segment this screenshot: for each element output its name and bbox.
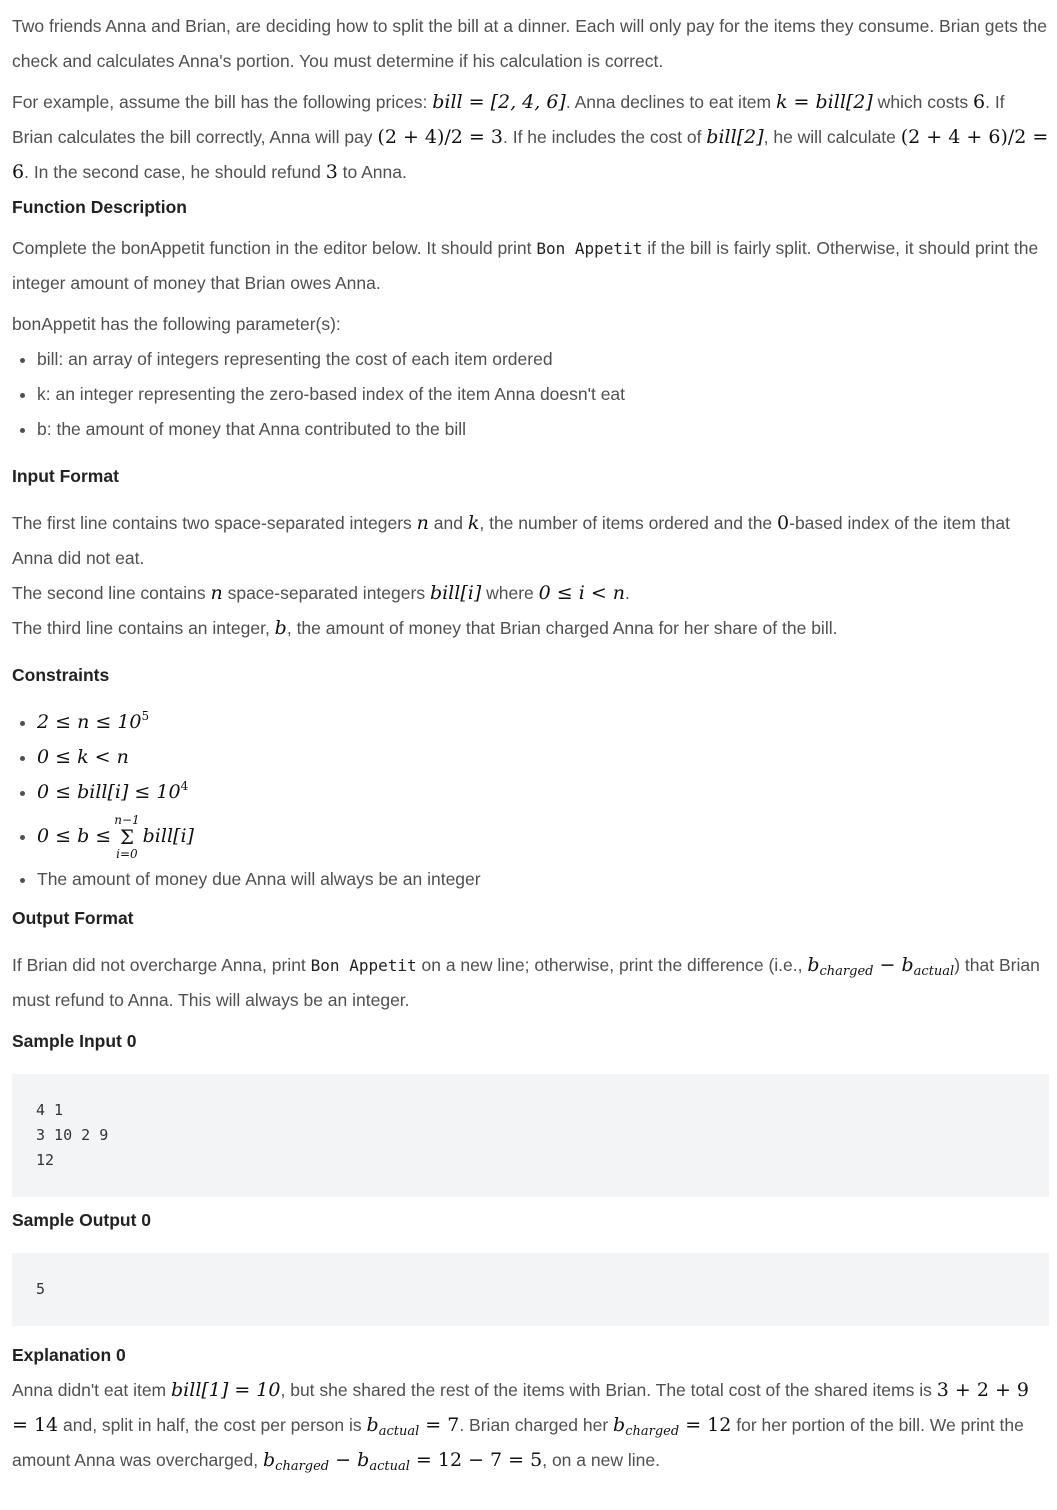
list-item: • b: the amount of money that Anna contributed to the bill <box>37 412 1049 447</box>
explanation-text: Anna didn't eat item bill[1] = 10, but she shared the rest of the items with Brian. The total cost of the shared items is 3 + 2 + 9 = 14 and, split in half, the cost per person is $b_{actual} = 7$. Brian charged her $b_{charged} = 12$ for her portion of the bill. We print the amount Anna was overcharged, $b_{charged} - b_{actual} = 12 - 7 = 5$, on a new line. <box>12 1379 1029 1474</box>
input-format-line3: The third line contains an integer, b, the amount of money that Brian charged Anna for her share of the bill. <box>12 617 838 639</box>
list-item: • 0 ≤ b ≤ n−1 Σ i=0 bill[i] <box>37 810 1049 862</box>
example-paragraph: For example, assume the bill has the following prices: bill = [2, 4, 6]. Anna declines to eat item k = bill[2] which costs 6. If Brian calculates the bill correctly, Anna will pay (2 + 4)/2 = 3. If he includes the cost of bill[2], he will calculate (2 + 4 + 6)/2 = 6. In the second case, he should refund 3 to Anna. <box>12 91 1049 183</box>
code-bon-appetit: Bon Appetit <box>310 956 417 975</box>
sample-output-block: 5 <box>12 1253 1049 1326</box>
constraints-heading: Constraints <box>12 665 110 685</box>
params-intro: bonAppetit has the following parameter(s): <box>12 314 341 334</box>
output-format-heading: Output Format <box>12 908 134 928</box>
list-item: • The amount of money due Anna will always be an integer <box>37 862 1049 897</box>
output-format-text: If Brian did not overcharge Anna, print Bon Appetit on a new line; otherwise, print the difference (i.e., $b_{charged} - b_{actual}$) that Brian must refund to Anna. This will always be an integer. <box>12 954 1040 1010</box>
math-bill: bill = [2, 4, 6] <box>432 91 566 113</box>
list-item: • 0 ≤ k < n <box>37 740 1049 775</box>
math-k: k = bill[2] <box>775 91 873 113</box>
sample-input-block: 4 1 3 10 2 9 12 <box>12 1074 1049 1197</box>
summation: n−1 Σ i=0 <box>114 813 140 862</box>
function-description-text: Complete the bonAppetit function in the editor below. It should print Bon Appetit if the bill is fairly split. Otherwise, it should print the integer amount of money that Brian owes Anna. <box>12 238 1039 293</box>
explanation-heading: Explanation 0 <box>12 1345 126 1365</box>
sample-input-heading: Sample Input 0 <box>12 1031 137 1051</box>
input-format-heading: Input Format <box>12 466 119 486</box>
constraints-list <box>12 705 1049 897</box>
list-item: • 0 ≤ bill[i] ≤ $10^4$ <box>37 775 1049 810</box>
input-format-line1: The first line contains two space-separated integers n and k, the number of items ordered and the 0-based index of the item that Anna did not eat. <box>12 512 1010 568</box>
code-bon-appetit: Bon Appetit <box>536 239 643 258</box>
list-item: • k: an integer representing the zero-based index of the item Anna doesn't eat <box>37 377 1049 412</box>
sample-output-heading: Sample Output 0 <box>12 1210 152 1230</box>
input-format-line2: The second line contains n space-separated integers bill[i] where 0 ≤ i < n. <box>12 582 630 604</box>
function-description-heading: Function Description <box>12 197 187 217</box>
intro-paragraph: Two friends Anna and Brian, are deciding how to split the bill at a dinner. Each will only pay for the items they consume. Brian gets the check and calculates Anna's portion. You must determine if his calculation is correct. <box>12 16 1048 71</box>
params-list <box>12 342 1049 447</box>
list-item: • bill: an array of integers representing the cost of each item ordered <box>37 342 1049 377</box>
list-item: • $2 \le n \le 10^5$ <box>37 705 1049 740</box>
